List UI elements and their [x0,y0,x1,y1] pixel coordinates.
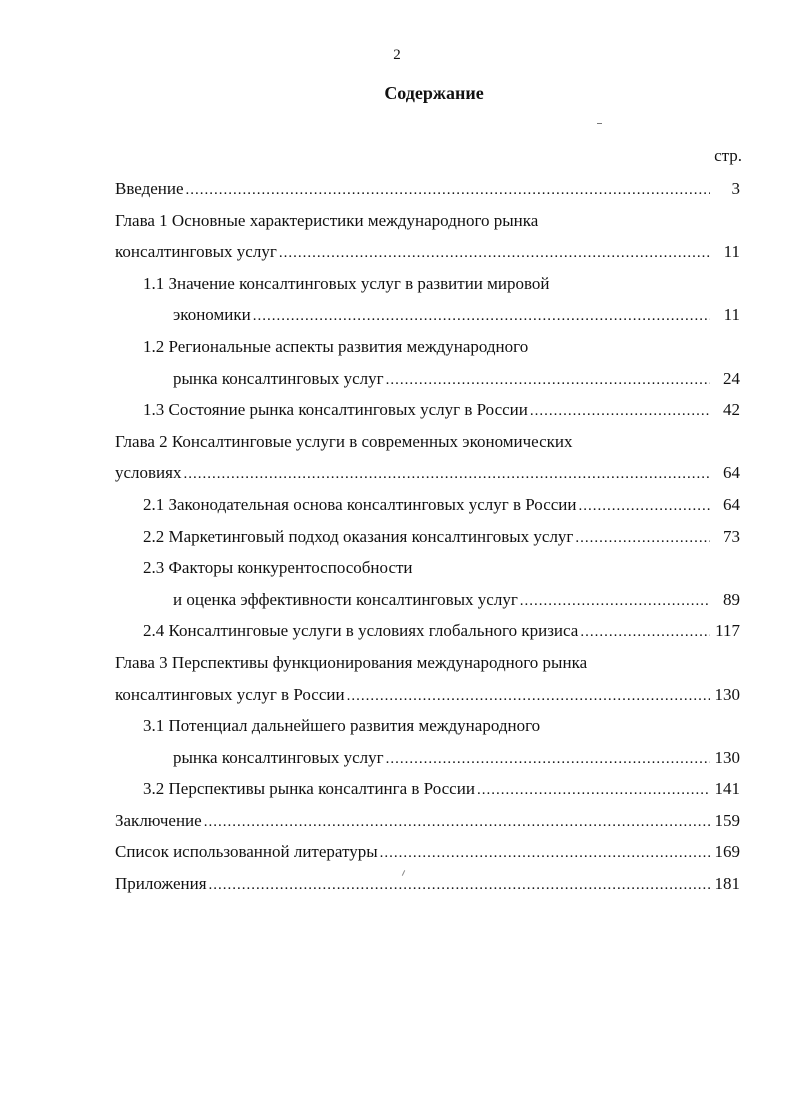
toc-entry-text: 2.4 Консалтинговые услуги в условиях глобального кризиса [143,621,579,641]
dot-leader [530,396,710,428]
toc-entry-chapter-2-cont[interactable] [115,457,740,489]
toc-page-number: 169 [714,842,740,862]
toc-entry-conclusion[interactable] [115,805,740,837]
toc-entry-text: 1.3 Состояние рынка консалтинговых услуг в России [143,400,528,420]
toc-entry-text: консалтинговых услуг [115,242,277,262]
dot-leader [380,838,710,870]
toc-entry-1-3[interactable] [115,394,740,426]
toc-page-number: 130 [714,684,740,704]
toc-entry-1-1-cont[interactable] [115,299,740,331]
toc-entry-text: 2.1 Законодательная основа консалтинговых услуг в России [143,494,577,514]
toc-page-number: 181 [714,874,740,894]
toc-entry-3-1[interactable] [115,710,740,742]
toc-entry-text: 1.2 Региональные аспекты развития международного [143,336,529,356]
table-of-contents [115,173,740,900]
toc-entry-1-1[interactable] [115,268,740,300]
toc-entry-text: условиях [115,463,182,483]
dot-leader [279,238,710,270]
toc-page-number: 11 [723,305,740,325]
toc-page-number: 64 [723,494,740,514]
toc-entry-text: Заключение [115,810,202,830]
toc-page-number: 141 [714,779,740,799]
toc-entry-text: Список использованной литературы [115,842,378,862]
toc-entry-chapter-2[interactable] [115,426,740,458]
toc-page-number: 42 [723,400,740,420]
dot-leader [186,175,710,207]
toc-page-number: 89 [723,589,740,609]
scan-speck [597,123,602,124]
toc-entry-chapter-3[interactable] [115,647,740,679]
dot-leader [386,365,710,397]
toc-entry-2-4[interactable] [115,615,740,647]
toc-entry-text: экономики [173,305,251,325]
dot-leader [183,459,710,491]
toc-entry-text: 2.2 Маркетинговый подход оказания консалтинговых услуг [143,526,574,546]
toc-entry-bibliography[interactable] [115,836,740,868]
toc-entry-text: Глава 2 Консалтинговые услуги в современных экономических [115,431,573,451]
toc-entry-2-2[interactable] [115,521,740,553]
dot-leader [520,586,710,618]
toc-page-number: 117 [715,621,740,641]
dot-leader [580,617,710,649]
dot-leader [477,775,710,807]
toc-entry-chapter-1[interactable] [115,205,740,237]
toc-entry-text: и оценка эффективности консалтинговых услуг [173,589,518,609]
toc-entry-3-1-cont[interactable] [115,742,740,774]
toc-entry-text: рынка консалтинговых услуг [173,368,384,388]
toc-page-number: 11 [723,242,740,262]
toc-entry-text: 3.2 Перспективы рынка консалтинга в России [143,779,475,799]
page-title: Содержание [384,83,484,103]
toc-entry-text: 2.3 Факторы конкурентоспособности [143,558,413,578]
toc-page-number: 130 [714,747,740,767]
toc-entry-chapter-1-cont[interactable] [115,236,740,268]
page-column-header: стр. [714,146,742,165]
dot-leader [386,744,710,776]
toc-entry-2-3-cont[interactable] [115,584,740,616]
toc-entry-text: 1.1 Значение консалтинговых услуг в развитии мировой [143,273,550,293]
dot-leader [209,870,710,902]
toc-entry-1-2[interactable] [115,331,740,363]
toc-entry-text: Глава 1 Основные характеристики международного рынка [115,210,539,230]
toc-entry-text: 3.1 Потенциал дальнейшего развития международного [143,716,541,736]
toc-entry-1-2-cont[interactable] [115,363,740,395]
toc-page-number: 159 [714,810,740,830]
toc-entry-text: Глава 3 Перспективы функционирования международного рынка [115,652,588,672]
dot-leader [578,491,710,523]
toc-entry-2-1[interactable] [115,489,740,521]
toc-entry-text: консалтинговых услуг в России [115,684,345,704]
toc-entry-text: Введение [115,179,184,198]
dot-leader [575,523,710,555]
toc-entry-2-3[interactable] [115,552,740,584]
dot-leader [204,807,710,839]
page-number: 2 [393,47,401,63]
toc-page-number: 24 [723,368,740,388]
toc-entry-text: Приложения [115,874,207,894]
dot-leader [347,681,710,713]
toc-page-number: 3 [731,179,740,198]
toc-entry-3-2[interactable] [115,773,740,805]
toc-entry-chapter-3-cont[interactable] [115,679,740,711]
toc-page-number: 64 [723,463,740,483]
toc-entry-text: рынка консалтинговых услуг [173,747,384,767]
toc-entry-introduction[interactable] [115,173,740,205]
toc-page-number: 73 [723,526,740,546]
dot-leader [253,301,710,333]
toc-entry-appendices[interactable] [115,868,740,900]
